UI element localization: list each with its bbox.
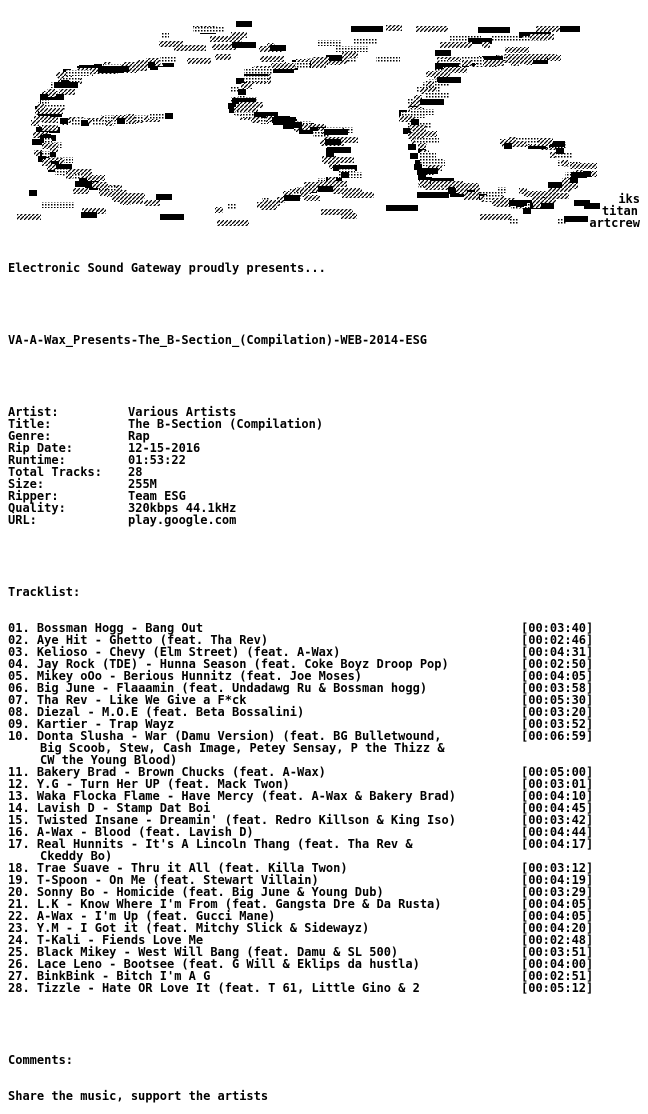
track-duration: [00:04:17]: [521, 837, 594, 851]
tracklist-heading: Tracklist:: [8, 585, 81, 599]
info-label: URL:: [8, 513, 37, 527]
track-number: 07.: [8, 693, 30, 707]
track-duration: [00:03:01]: [521, 777, 594, 791]
info-row: [8, 454, 644, 466]
track-number: 03.: [8, 645, 30, 659]
track-number: 13.: [8, 789, 30, 803]
info-value: Team ESG: [128, 489, 186, 503]
info-value: 320kbps 44.1kHz: [128, 501, 237, 515]
info-label: Genre:: [8, 429, 52, 443]
track-number: 28.: [8, 981, 30, 995]
info-label: Runtime:: [8, 453, 66, 467]
track-duration: [00:04:44]: [521, 825, 594, 839]
track-number: 15.: [8, 813, 30, 827]
track-title: Bakery Brad - Brown Chucks (feat. A-Wax): [36, 765, 326, 779]
track-number: 12.: [8, 777, 30, 791]
track-duration: [00:03:29]: [521, 885, 594, 899]
track-title: Twisted Insane - Dreamin' (feat. Redro Killson & King Iso): [36, 813, 456, 827]
track-duration: [00:03:58]: [521, 681, 594, 695]
track-number: 22.: [8, 909, 30, 923]
track-title: Big June - Flaaamin (feat. Undadawg Ru & Bossman hogg): [36, 681, 428, 695]
track-duration: [00:04:05]: [521, 897, 594, 911]
track-duration: [00:04:05]: [521, 909, 594, 923]
track-number: 11.: [8, 765, 30, 779]
track-duration: [00:03:52]: [521, 717, 594, 731]
track-duration: [00:03:42]: [521, 813, 594, 827]
track-title: Donta Slusha - War (Damu Version) (feat. BG Bulletwound,: [36, 729, 442, 743]
track-number: 23.: [8, 921, 30, 935]
track-title: A-Wax - Blood (feat. Lavish D): [36, 825, 254, 839]
track-number: 08.: [8, 705, 30, 719]
track-title: Sonny Bo - Homicide (feat. Big June & Young Dub): [36, 885, 384, 899]
track-number: 24.: [8, 933, 30, 947]
track-duration: [00:05:00]: [521, 765, 594, 779]
track-number: 21.: [8, 897, 30, 911]
comments-text: Share the music, support the artists: [8, 1089, 269, 1103]
track-row: [8, 838, 644, 850]
info-value: The B-Section (Compilation): [128, 417, 324, 431]
info-row: [8, 514, 644, 526]
track-title: Tizzle - Hate OR Love It (feat. T 61, Little Gino & 2: [36, 981, 420, 995]
track-title: Lace Leno - Bootsee (feat. G Will & Eklips da hustla): [36, 957, 420, 971]
info-value: Rap: [128, 429, 150, 443]
info-label: Size:: [8, 477, 45, 491]
track-number: 18.: [8, 861, 30, 875]
track-duration: [00:02:51]: [521, 969, 594, 983]
info-value: 255M: [128, 477, 157, 491]
info-value: 28: [128, 465, 143, 479]
track-number: 09.: [8, 717, 30, 731]
track-title-continued: Big Scoob, Stew, Cash Image, Petey Sensay, P the Thizz &: [40, 741, 445, 755]
signature-line: artcrew: [589, 216, 640, 230]
track-title: Waka Flocka Flame - Have Mercy (feat. A-Wax & Bakery Brad): [36, 789, 456, 803]
track-duration: [00:02:46]: [521, 633, 594, 647]
track-duration: [00:05:12]: [521, 981, 594, 995]
track-duration: [00:05:30]: [521, 693, 594, 707]
track-number: 05.: [8, 669, 30, 683]
track-title-continued: CW the Young Blood): [40, 753, 178, 767]
track-title-continued: Ckeddy Bo): [40, 849, 113, 863]
track-title: Diezal - M.O.E (feat. Beta Bossalini): [36, 705, 305, 719]
info-row: [8, 418, 644, 430]
track-number: 25.: [8, 945, 30, 959]
track-duration: [00:06:59]: [521, 729, 594, 743]
info-row: [8, 406, 644, 418]
info-value: play.google.com: [128, 513, 237, 527]
track-duration: [00:04:10]: [521, 789, 594, 803]
track-title: L.K - Know Where I'm From (feat. Gangsta Dre & Da Rusta): [36, 897, 442, 911]
track-duration: [00:02:50]: [521, 657, 594, 671]
info-row: [8, 430, 644, 442]
info-row: [8, 502, 644, 514]
info-label: Quality:: [8, 501, 66, 515]
track-number: 26.: [8, 957, 30, 971]
track-number: 27.: [8, 969, 30, 983]
track-title: Y.G - Turn Her UP (feat. Mack Twon): [36, 777, 290, 791]
info-label: Artist:: [8, 405, 59, 419]
track-number: 20.: [8, 885, 30, 899]
nfo-text: [8, 238, 644, 1114]
signature-line: iks: [618, 192, 640, 206]
info-label: Rip Date:: [8, 441, 74, 455]
esg-ascii-logo: [0, 0, 648, 232]
track-duration: [00:04:45]: [521, 801, 594, 815]
release-info: [8, 406, 644, 526]
info-value: 12-15-2016: [128, 441, 201, 455]
info-label: Total Tracks:: [8, 465, 102, 479]
track-number: 17.: [8, 837, 30, 851]
track-duration: [00:03:12]: [521, 861, 594, 875]
info-value: Various Artists: [128, 405, 237, 419]
info-row: [8, 478, 644, 490]
track-number: 04.: [8, 657, 30, 671]
track-number: 16.: [8, 825, 30, 839]
track-title: Tha Rev - Like We Give a F*ck: [36, 693, 247, 707]
track-title: Y.M - I Got it (feat. Mitchy Slick & Sidewayz): [36, 921, 370, 935]
info-label: Title:: [8, 417, 52, 431]
info-row: [8, 442, 644, 454]
comments-heading: Comments:: [8, 1053, 74, 1067]
track-row: [8, 730, 644, 742]
track-title: Lavish D - Stamp Dat Boi: [36, 801, 211, 815]
intro-text: Electronic Sound Gateway proudly presents...: [8, 261, 326, 275]
info-row: [8, 490, 644, 502]
info-row: [8, 466, 644, 478]
track-duration: [00:03:51]: [521, 945, 594, 959]
track-duration: [00:04:19]: [521, 873, 594, 887]
track-duration: [00:04:05]: [521, 669, 594, 683]
track-title: Kelioso - Chevy (Elm Street) (feat. A-Wax): [36, 645, 341, 659]
track-duration: [00:02:48]: [521, 933, 594, 947]
track-duration: [00:04:20]: [521, 921, 594, 935]
track-title: Bossman Hogg - Bang Out: [36, 621, 204, 635]
track-duration: [00:03:40]: [521, 621, 594, 635]
track-number: 02.: [8, 633, 30, 647]
track-title: T-Spoon - On Me (feat. Stewart Villain): [36, 873, 319, 887]
track-title: T-Kali - Fiends Love Me: [36, 933, 204, 947]
info-value: 01:53:22: [128, 453, 186, 467]
release-name: VA-A-Wax_Presents-The_B-Section_(Compilation)-WEB-2014-ESG: [8, 333, 428, 347]
signature-line: titan: [601, 204, 638, 218]
track-title: Black Mikey - West Will Bang (feat. Damu & SL 500): [36, 945, 399, 959]
track-title: Trae Suave - Thru it All (feat. Killa Twon): [36, 861, 348, 875]
track-title: Aye Hit - Ghetto (feat. Tha Rev): [36, 633, 269, 647]
track-title: BinkBink - Bitch I'm A G: [36, 969, 211, 983]
track-row: [8, 982, 644, 994]
track-title: Jay Rock (TDE) - Hunna Season (feat. Coke Boyz Droop Pop): [36, 657, 449, 671]
info-label: Ripper:: [8, 489, 59, 503]
track-duration: [00:03:20]: [521, 705, 594, 719]
track-number: 19.: [8, 873, 30, 887]
track-number: 14.: [8, 801, 30, 815]
tracklist: [8, 622, 644, 994]
track-number: 06.: [8, 681, 30, 695]
track-title: A-Wax - I'm Up (feat. Gucci Mane): [36, 909, 276, 923]
track-duration: [00:04:00]: [521, 957, 594, 971]
track-number: 10.: [8, 729, 30, 743]
track-number: 01.: [8, 621, 30, 635]
track-duration: [00:04:31]: [521, 645, 594, 659]
track-title: Mikey oOo - Berious Hunnitz (feat. Joe Moses): [36, 669, 363, 683]
track-title: Real Hunnits - It's A Lincoln Thang (feat. Tha Rev &: [36, 837, 413, 851]
track-title: Kartier - Trap Wayz: [36, 717, 175, 731]
